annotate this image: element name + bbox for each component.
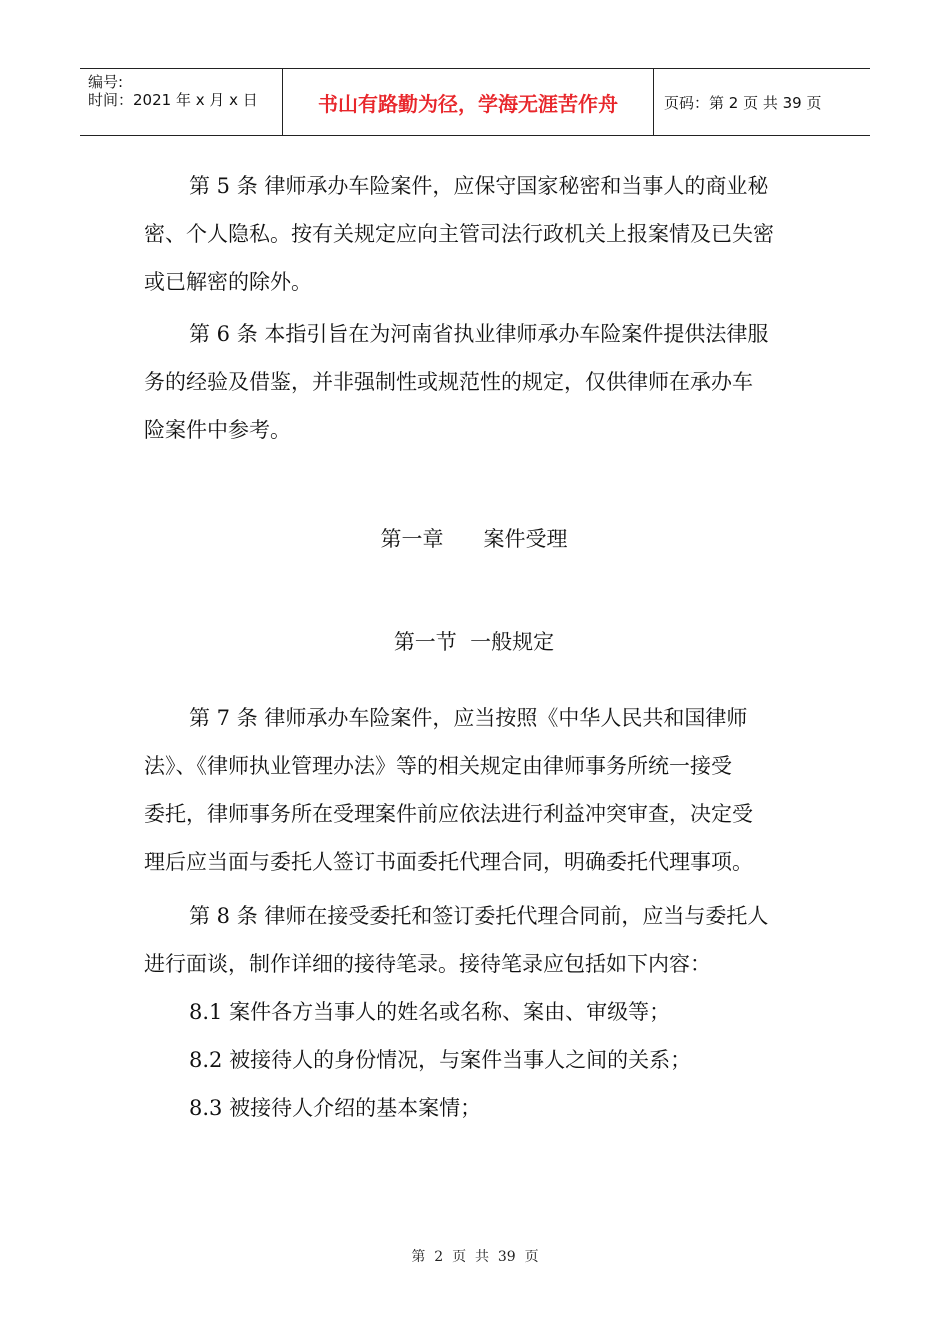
article-6-line-2: 务的经验及借鉴，并非强制性或规范性的规定，仅供律师在承办车 bbox=[144, 370, 753, 394]
article-6 bbox=[144, 310, 804, 454]
list-item: 8.1 案件各方当事人的姓名或名称、案由、审级等； bbox=[189, 1000, 671, 1024]
section-title: 第一节 一般规定 bbox=[393, 630, 555, 654]
article-8-line-2: 进行面谈，制作详细的接待笔录。接待笔录应包括如下内容： bbox=[144, 952, 711, 976]
article-5-line-2: 密、个人隐私。按有关规定应向主管司法行政机关上报案情及已失密 bbox=[144, 222, 774, 246]
article-7 bbox=[144, 694, 804, 886]
header-meta bbox=[80, 69, 282, 135]
article-5-line-3: 或已解密的除外。 bbox=[144, 270, 312, 294]
time-label: 时间：2021 年 x 月 x 日 bbox=[88, 91, 258, 109]
article-8 bbox=[144, 892, 804, 1132]
page-footer: 第 2 页 共 39 页 bbox=[411, 1249, 539, 1265]
article-8-line-1: 第 8 条 律师在接受委托和签订委托代理合同前，应当与委托人 bbox=[189, 904, 769, 928]
article-6-line-3: 险案件中参考。 bbox=[144, 418, 291, 442]
chapter-heading bbox=[144, 515, 804, 563]
article-5 bbox=[144, 162, 804, 306]
list-item: 8.2 被接待人的身份情况，与案件当事人之间的关系； bbox=[189, 1048, 692, 1072]
article-7-line-3: 委托，律师事务所在受理案件前应依法进行利益冲突审查，决定受 bbox=[144, 802, 753, 826]
list-item: 8.3 被接待人介绍的基本案情； bbox=[189, 1096, 482, 1120]
article-7-line-4: 理后应当面与委托人签订书面委托代理合同，明确委托代理事项。 bbox=[144, 850, 753, 874]
header-slogan: 书山有路勤为径，学海无涯苦作舟 bbox=[282, 69, 654, 135]
article-7-line-1: 第 7 条 律师承办车险案件，应当按照《中华人民共和国律师 bbox=[189, 706, 748, 730]
article-6-line-1: 第 6 条 本指引旨在为河南省执业律师承办车险案件提供法律服 bbox=[189, 322, 769, 346]
header-page-info: 页码：第 2 页 共 39 页 bbox=[664, 93, 822, 112]
article-7-line-2: 法》、《律师执业管理办法》等的相关规定由律师事务所统一接受 bbox=[144, 754, 732, 778]
article-5-line-1: 第 5 条 律师承办车险案件，应保守国家秘密和当事人的商业秘 bbox=[189, 174, 769, 198]
page-header bbox=[80, 68, 870, 136]
chapter-title: 第一章 案件受理 bbox=[380, 527, 568, 551]
number-label: 编号: bbox=[88, 73, 124, 91]
section-heading bbox=[144, 618, 804, 666]
